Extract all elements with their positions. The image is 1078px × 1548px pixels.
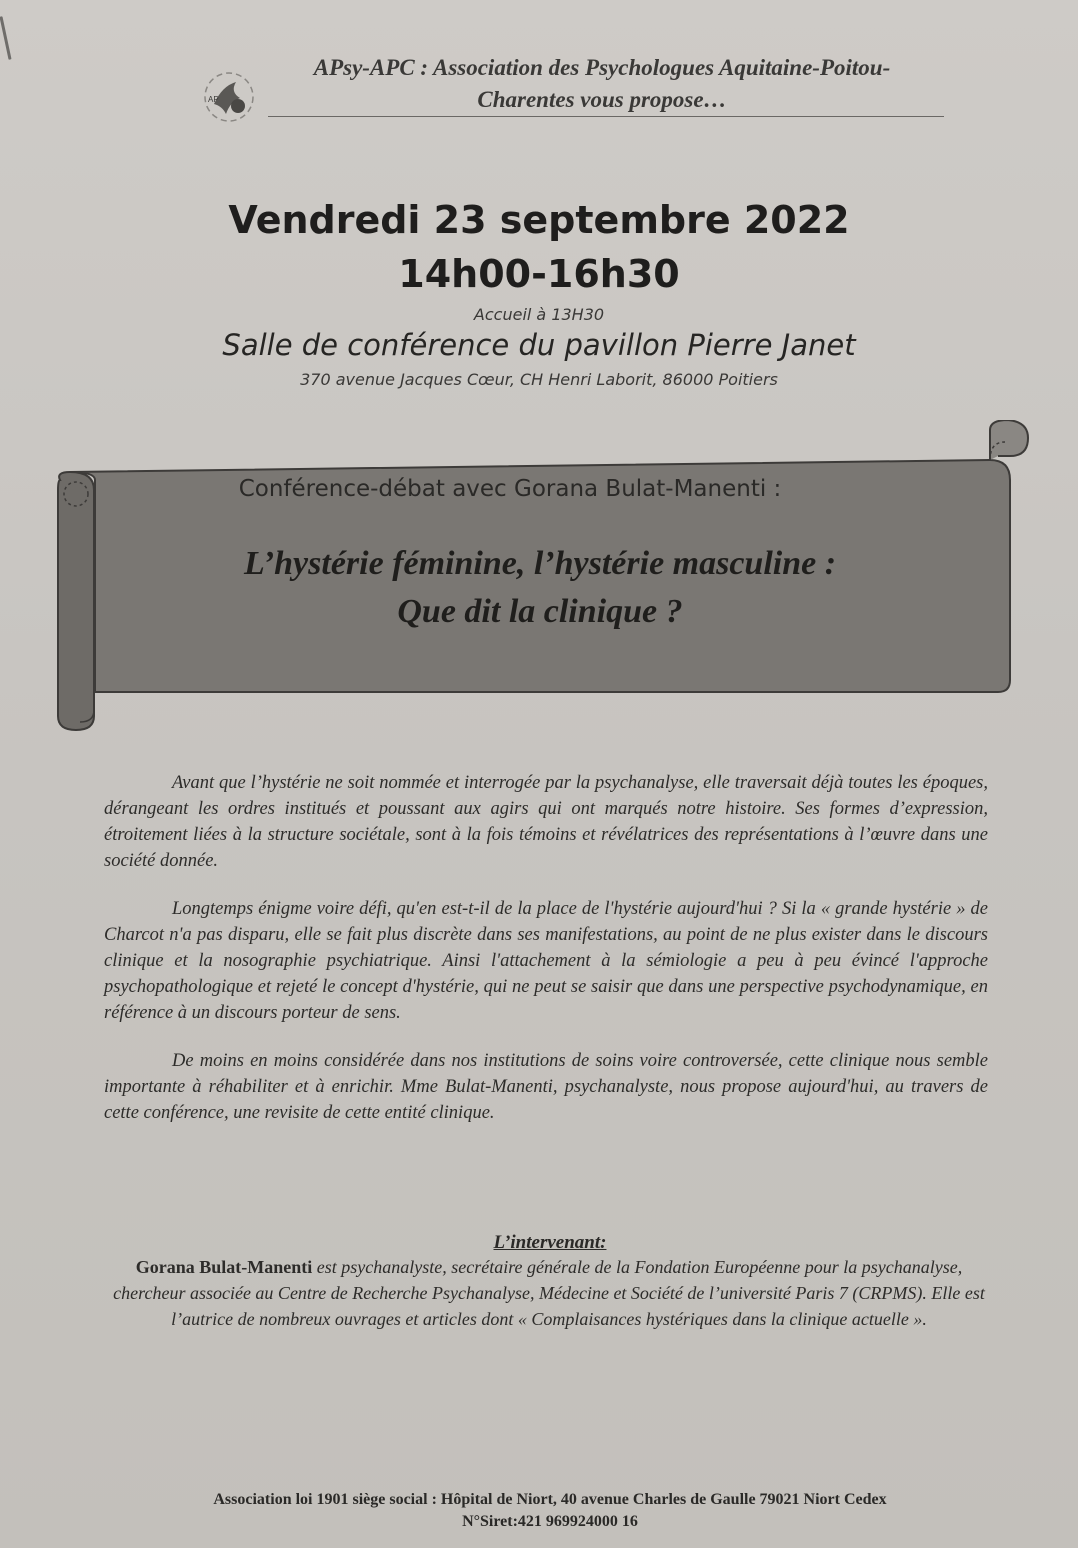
banner-title-line-2: Que dit la clinique ? — [397, 593, 683, 630]
association-line-1: APsy-APC : Association des Psychologues Aquitaine-Poitou- — [313, 55, 891, 80]
speaker-bio — [104, 1254, 994, 1332]
event-date: Vendredi 23 septembre 2022 — [228, 198, 850, 242]
banner-title — [90, 540, 990, 636]
event-time: 14h00-16h30 — [398, 252, 680, 296]
header-divider — [268, 116, 944, 117]
association-logo — [200, 68, 258, 126]
paragraph-2: Longtemps énigme voire défi, qu'en est-t-il de la place de l'hystérie aujourd'hui ? Si la « grande hystérie » de Charcot n'a pas disparu, elle se fait plus discrète dans ses manifestations, au point de ne plus exister dans le discours clinique et la nosographie psychiatrique. Ainsi l'attachement à la sémiologie a peu à peu évincé l'approche psychopathologique et rejeté le concept d'hystérie, qui ne peut se saisir que dans une perspective psychodynamique, en référence à un discours porteur de sens. — [104, 899, 988, 1023]
welcome-time: Accueil à 13H30 — [473, 305, 605, 324]
paragraph-1: Avant que l’hystérie ne soit nommée et interrogée par la psychanalyse, elle traversait déjà toutes les époques, dérangeant les ordres institués et poussant aux agirs qui ont marqués notre histoire. Ses formes d’expression, étroitement liées à la structure sociétale, sont à la fois témoins et révélatrices des représentations à l’œuvre dans une société donnée. — [104, 773, 988, 871]
event-venue: Salle de conférence du pavillon Pierre Janet — [222, 328, 856, 362]
footer-address: Association loi 1901 siège social : Hôpital de Niort, 40 avenue Charles de Gaulle 79021 Niort Cedex — [213, 1491, 887, 1508]
staple-mark — [0, 16, 12, 60]
speaker-bio-text: est psychanalyste, secrétaire générale de la Fondation Européenne pour la psychanalyse, chercheur associée au Centre de Recherche Psychanalyse, Médecine et Société de l’université Paris 7 (CRPMS). Elle est l’autrice de nombreux ouvrages et articles dont « Complaisances hystériques dans la clinique actuelle ». — [113, 1257, 985, 1329]
footer-siret: N°Siret:421 969924000 16 — [462, 1513, 638, 1530]
association-line-2: Charentes vous propose… — [477, 87, 727, 112]
event-address: 370 avenue Jacques Cœur, CH Henri Laborit, 86000 Poitiers — [300, 370, 778, 389]
banner-subtitle: Conférence-débat avec Gorana Bulat-Manenti : — [238, 476, 782, 502]
banner-title-line-1: L’hystérie féminine, l’hystérie masculine : — [243, 545, 837, 582]
svg-text:AP: AP — [208, 95, 219, 104]
body-text — [104, 770, 988, 1148]
speaker-heading: L’intervenant: — [493, 1232, 607, 1253]
association-heading — [262, 52, 942, 116]
speaker-name: Gorana Bulat-Manenti — [135, 1257, 313, 1277]
paragraph-3: De moins en moins considérée dans nos institutions de soins voire controversée, cette clinique nous semble importante à réhabiliter et à enrichir. Mme Bulat-Manenti, psychanalyste, nous propose aujourd'hui, au travers de cette conférence, une revisite de cette entité clinique. — [104, 1051, 988, 1123]
